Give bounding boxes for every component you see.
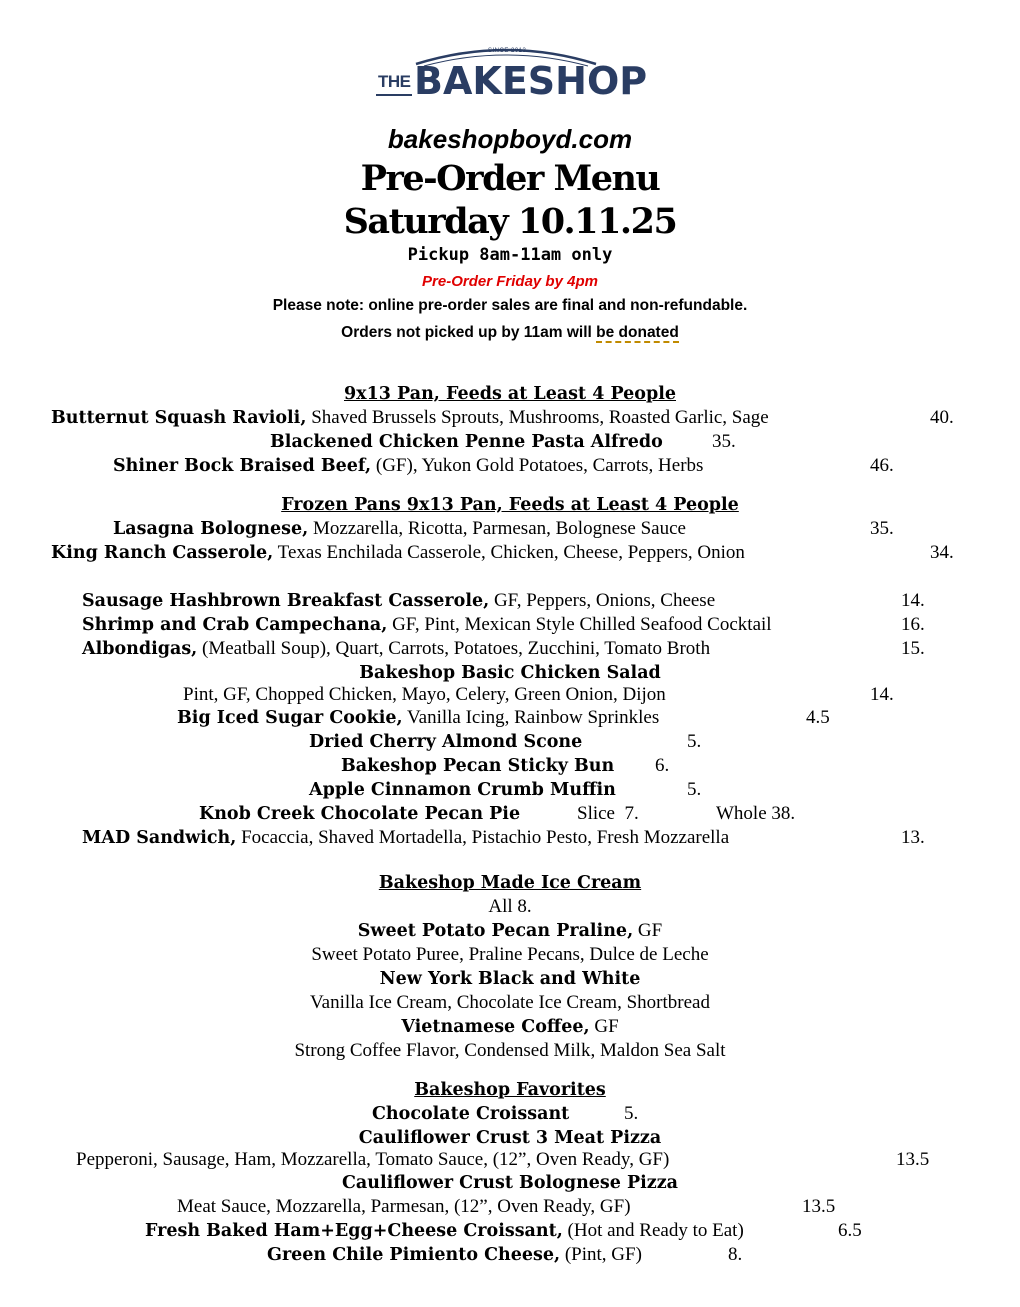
item-desc: (GF), Yukon Gold Potatoes, Carrots, Herbs xyxy=(371,455,704,476)
menu-item xyxy=(0,662,1020,684)
item-price: 6.5 xyxy=(838,1220,862,1241)
menu-item xyxy=(309,731,582,753)
item-price: 46. xyxy=(870,455,894,476)
menu-item xyxy=(0,968,1020,990)
item-name: Cauliflower Crust 3 Meat Pizza xyxy=(358,1128,662,1148)
menu-item xyxy=(0,1016,1020,1038)
item-name: Dried Cherry Almond Scone xyxy=(309,732,583,752)
menu-item xyxy=(199,803,520,825)
icecream-price: All 8. xyxy=(488,896,532,917)
item-tag: GF xyxy=(633,920,663,941)
item-name: Cauliflower Crust Bolognese Pizza xyxy=(341,1173,679,1193)
item-name: Sausage Hashbrown Breakfast Casserole, xyxy=(82,591,490,611)
item-price: 13. xyxy=(901,827,925,848)
menu-item xyxy=(82,590,715,612)
item-price: 34. xyxy=(930,542,954,563)
preorder-deadline: Pre-Order Friday by 4pm xyxy=(422,273,598,290)
item-name: Blackened Chicken Penne Pasta Alfredo xyxy=(270,432,663,452)
item-name: Bakeshop Basic Chicken Salad xyxy=(359,663,661,683)
item-price: 5. xyxy=(624,1103,639,1124)
item-name: King Ranch Casserole, xyxy=(51,543,274,563)
menu-item xyxy=(82,638,710,660)
item-name: Albondigas, xyxy=(82,639,198,659)
item-name: Apple Cinnamon Crumb Muffin xyxy=(309,780,616,800)
menu-title: Pre-Order Menu xyxy=(360,158,660,199)
item-price: 4.5 xyxy=(806,707,830,728)
donation-note xyxy=(0,324,1020,342)
menu-item xyxy=(113,455,703,477)
menu-item xyxy=(82,614,772,636)
menu-item xyxy=(82,827,729,849)
item-desc: Focaccia, Shaved Mortadella, Pistachio Pesto, Fresh Mozzarella xyxy=(236,827,730,848)
bakeshop-logo xyxy=(376,42,648,104)
logo-prefix: THE xyxy=(378,72,411,91)
menu-item xyxy=(51,407,769,429)
logo-wordmark: BAKESHOP xyxy=(414,59,648,103)
item-price: 6. xyxy=(655,755,670,776)
item-desc: (Meatball Soup), Quart, Carrots, Potatoes, Zucchini, Tomato Broth xyxy=(197,638,711,659)
menu-item xyxy=(145,1220,744,1242)
item-name: Shrimp and Crab Campechana, xyxy=(82,615,388,635)
section-heading-favorites: Bakeshop Favorites xyxy=(414,1080,606,1100)
menu-item xyxy=(309,779,616,801)
item-price: 15. xyxy=(901,638,925,659)
section-heading-icecream: Bakeshop Made Ice Cream xyxy=(378,873,642,893)
item-price: 13.5 xyxy=(802,1196,836,1217)
item-desc: Texas Enchilada Casserole, Chicken, Cheese, Peppers, Onion xyxy=(273,542,745,563)
item-desc: (Hot and Ready to Eat) xyxy=(562,1220,744,1241)
item-desc: GF, Pint, Mexican Style Chilled Seafood Cocktail xyxy=(387,614,772,635)
item-name: Shiner Bock Braised Beef, xyxy=(113,456,372,476)
menu-item xyxy=(341,755,614,777)
item-name: Bakeshop Pecan Sticky Bun xyxy=(341,756,615,776)
item-desc: Shaved Brussels Sprouts, Mushrooms, Roasted Garlic, Sage xyxy=(306,407,769,428)
item-name: Lasagna Bolognese, xyxy=(113,519,309,539)
item-price: 40. xyxy=(930,407,954,428)
website-text: bakeshopboyd.com xyxy=(387,124,633,154)
logo-since-text: SINCE 2013 xyxy=(488,48,527,54)
item-price: 14. xyxy=(901,590,925,611)
item-desc: GF, Peppers, Onions, Cheese xyxy=(489,590,716,611)
section-heading-frozen: Frozen Pans 9x13 Pan, Feeds at Least 4 People xyxy=(281,495,739,515)
item-desc: Pint, GF, Chopped Chicken, Mayo, Celery, Green Onion, Dijon xyxy=(183,684,666,705)
item-desc: (Pint, GF) xyxy=(560,1244,642,1265)
menu-item xyxy=(270,431,663,453)
menu-item xyxy=(0,1127,1020,1149)
item-price: 14. xyxy=(870,684,894,705)
item-price: 5. xyxy=(687,731,702,752)
menu-date: Saturday 10.11.25 xyxy=(343,201,677,242)
item-price-slice: Slice 7. xyxy=(577,803,639,824)
item-name: Fresh Baked Ham+Egg+Cheese Croissant, xyxy=(145,1221,563,1241)
menu-item xyxy=(372,1103,569,1125)
donation-note-emphasis: be donated xyxy=(596,324,679,341)
item-price: 5. xyxy=(687,779,702,800)
item-price: 35. xyxy=(870,518,894,539)
donation-note-text: Orders not picked up by 11am will xyxy=(341,324,597,341)
menu-item xyxy=(51,542,745,564)
pickup-hours: Pickup 8am-11am only xyxy=(407,245,613,265)
item-tag: GF xyxy=(589,1016,619,1037)
item-desc: Strong Coffee Flavor, Condensed Milk, Maldon Sea Salt xyxy=(294,1040,726,1061)
item-name: New York Black and White xyxy=(379,969,641,989)
menu-item xyxy=(267,1244,642,1266)
item-name: Vietnamese Coffee, xyxy=(401,1017,590,1037)
item-name: Butternut Squash Ravioli, xyxy=(51,408,307,428)
item-desc: Vanilla Ice Cream, Chocolate Ice Cream, Shortbread xyxy=(310,992,710,1013)
item-price: 13.5 xyxy=(896,1149,930,1170)
item-price: 16. xyxy=(901,614,925,635)
item-desc: Meat Sauce, Mozzarella, Parmesan, (12”, Oven Ready, GF) xyxy=(177,1196,631,1217)
menu-item xyxy=(0,1172,1020,1194)
menu-item xyxy=(177,707,659,729)
refund-note: Please note: online pre-order sales are final and non-refundable. xyxy=(272,297,748,314)
item-price-whole: Whole 38. xyxy=(716,803,796,824)
item-name: Big Iced Sugar Cookie, xyxy=(177,708,403,728)
menu-item xyxy=(0,920,1020,942)
item-desc: Vanilla Icing, Rainbow Sprinkles xyxy=(402,707,660,728)
menu-item xyxy=(113,518,686,540)
item-name: Knob Creek Chocolate Pecan Pie xyxy=(199,804,521,824)
item-desc: Pepperoni, Sausage, Ham, Mozzarella, Tomato Sauce, (12”, Oven Ready, GF) xyxy=(76,1149,670,1170)
item-desc: Mozzarella, Ricotta, Parmesan, Bolognese Sauce xyxy=(308,518,686,539)
item-price: 35. xyxy=(712,431,736,452)
item-name: Green Chile Pimiento Cheese, xyxy=(267,1245,561,1265)
item-desc: Sweet Potato Puree, Praline Pecans, Dulce de Leche xyxy=(311,944,709,965)
item-name: Chocolate Croissant xyxy=(372,1104,570,1124)
item-name: Sweet Potato Pecan Praline, xyxy=(357,921,634,941)
item-price: 8. xyxy=(728,1244,743,1265)
item-name: MAD Sandwich, xyxy=(82,828,237,848)
section-heading-pans: 9x13 Pan, Feeds at Least 4 People xyxy=(343,384,676,404)
